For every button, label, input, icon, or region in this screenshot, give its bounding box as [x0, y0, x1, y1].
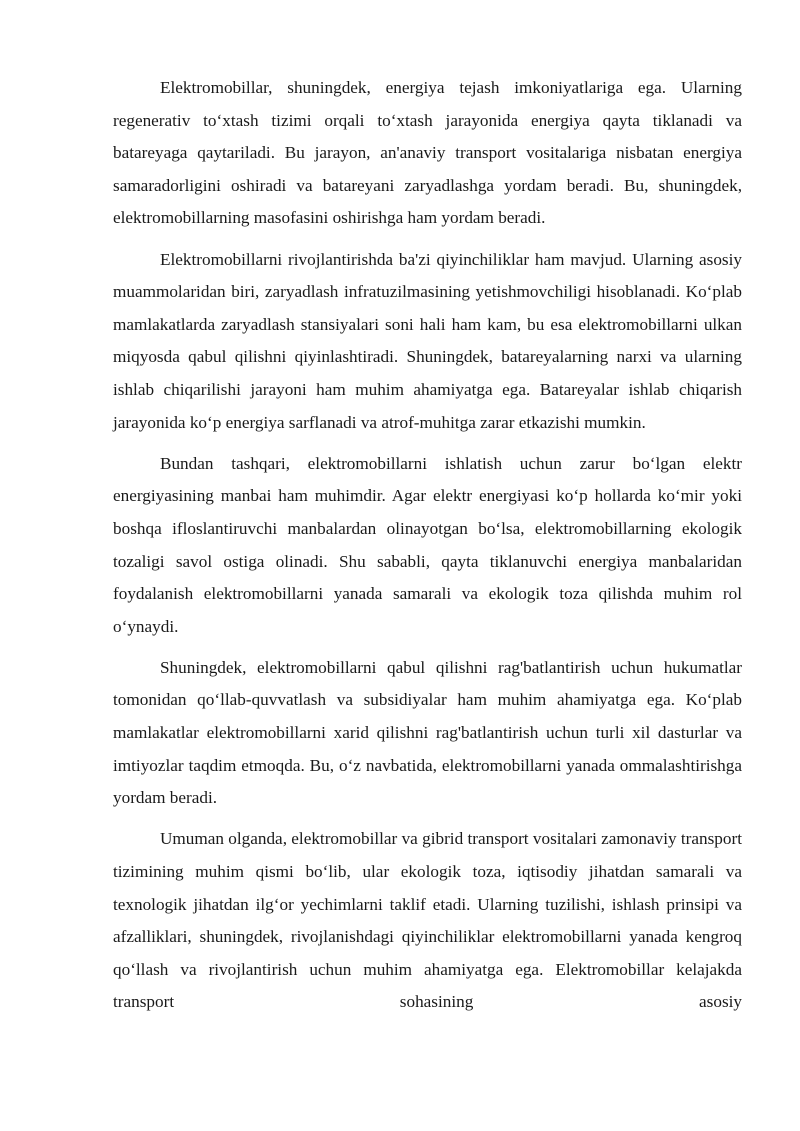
paragraph-regenerative-braking: Elektromobillar, shuningdek, energiya tejash imkoniyatlariga ega. Ularning regenerativ to‘xtash tizimi orqali to‘xtash jarayonida energiya qayta tiklanadi va batareyaga qaytariladi. Bu jarayon, an'anaviy transport vositalariga nisbatan energiya samaradorligini oshiradi va batareyani zaryadlashga yordam beradi. Bu, shuningdek, elektromobillarning masofasini oshirishga ham yordam beradi. [113, 78, 742, 228]
document-body [113, 72, 742, 1028]
paragraph-conclusion: Umuman olganda, elektromobillar va gibrid transport vositalari zamonaviy transport tizimining muhim qismi bo‘lib, ular ekologik toza, iqtisodiy jihatdan samarali va texnologik jihatdan ilg‘or yechimlarni taklif etadi. Ularning tuzilishi, ishlash prinsipi va afzalliklari, shuningdek, rivojlanishdagi qiyinchiliklar elektromobillarni yanada kengroq qo‘llash va rivojlantirish uchun muhim ahamiyatga ega. Elektromobillar kelajakda transport sohasining asosiy [113, 829, 742, 1012]
paragraph-government-support: Shuningdek, elektromobillarni qabul qilishni rag'batlantirish uchun hukumatlar tomonidan qo‘llab-quvvatlash va subsidiyalar ham muhim ahamiyatga ega. Ko‘plab mamlakatlar elektromobillarni xarid qilishni rag'batlantirish uchun turli xil dasturlar va imtiyozlar taqdim etmoqda. Bu, o‘z navbatida, elektromobillarni yanada ommalashtirishga yordam beradi. [113, 657, 742, 808]
paragraph-energy-source: Bundan tashqari, elektromobillarni ishlatish uchun zarur bo‘lgan elektr energiyasining manbai ham muhimdir. Agar elektr energiyasi ko‘p hollarda ko‘mir yoki boshqa ifloslantiruvchi manbalardan olinayotgan bo‘lsa, elektromobillarning ekologik tozaligi savol ostiga olinadi. Shu sababli, qayta tiklanuvchi energiya manbalaridan foydalanish elektromobillarni yanada samarali va ekologik toza qilishda muhim rol o‘ynaydi. [113, 453, 742, 636]
paragraph-challenges: Elektromobillarni rivojlantirishda ba'zi qiyinchiliklar ham mavjud. Ularning asosiy muammolaridan biri, zaryadlash infratuzilmasining yetishmovchiligi hisoblanadi. Ko‘plab mamlakatlarda zaryadlash stansiyalari soni hali ham kam, bu esa elektromobillarni ulkan miqyosda qabul qilishni qiyinlashtiradi. Shuningdek, batareyalarning narxi va ularning ishlab chiqarilishi jarayoni ham muhim ahamiyatga ega. Batareyalar ishlab chiqarish jarayonida ko‘p energiya sarflanadi va atrof-muhitga zarar etkazishi mumkin. [113, 249, 742, 432]
